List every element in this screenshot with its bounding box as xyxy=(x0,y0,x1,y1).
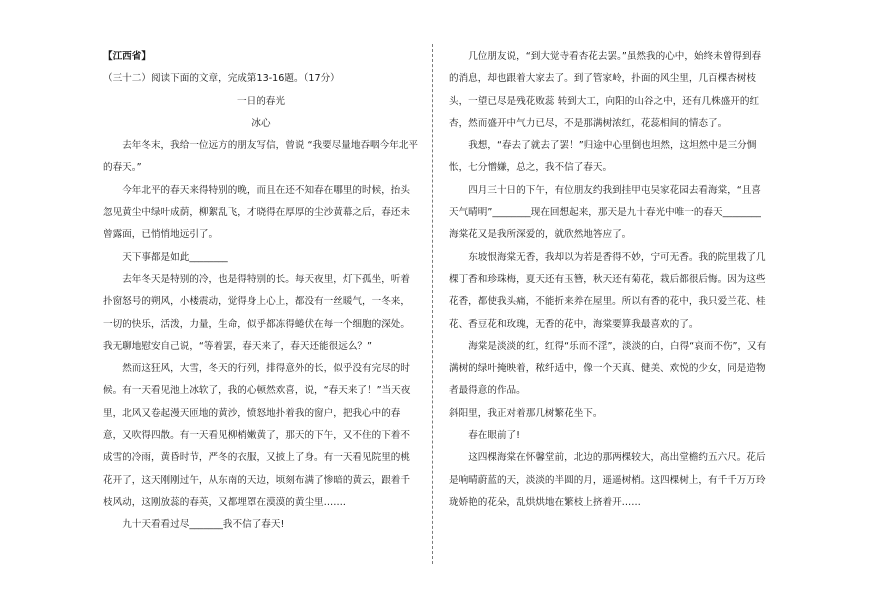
paragraph: 这四棵海棠在怀馨堂前，北边的那两棵较大，高出堂檐约五六尺。花后是响晴蔚蓝的天，淡淡的半圆的月，遥遥树梢。这四棵树上，有千千万万玲珑娇艳的花朵，乱烘烘地在繁枝上挤着开…… xyxy=(449,452,766,508)
paragraph: 九十天看看过尽_______我不信了春天! xyxy=(122,519,285,531)
paragraph: 天下事都是如此________ xyxy=(122,251,228,263)
paragraph: 我想，“春去了就去了罢！”归途中心里倒也坦然，这坦然中是三分惆怅，七分憎嫌，总之，我不信了春天。 xyxy=(449,140,757,174)
paragraph: 四月三十日的下午，有位朋友约我到挂甲屯吴家花园去看海棠，“且喜天气晴明”________现在回想起来，那天是九十春光中唯一的春天________海棠花又是我所深爱的，就欣然地答应了。 xyxy=(449,184,761,241)
article-title: 一日的春光 xyxy=(237,95,285,107)
right-column xyxy=(449,46,769,514)
left-column xyxy=(103,46,419,537)
paragraph: 然而这狂风，大雪，冬天的行列，排得意外的长，似乎没有完尽的时候。有一天看见池上冰软了，我的心顿然欢喜，说，“春天来了！”当天夜里，北风又卷起漫天匝地的黄沙，愤怒地扑着我的窗户，把我心中的春意，又吹得四散。有一天看见柳梢嫩黄了，那天的下午，又不住的下着不成雪的冷雨，黄昏时节，严冬的衣服，又披上了身。有一天看见院里的桃花开了，这天刚刚过午，从东南的天边，顷刻布满了惨暗的黄云，跟着千枝风动，这刚放蕊的春英，又都埋罩在漠漠的黄尘里……． xyxy=(103,363,411,508)
paragraph: 东坡恨海棠无香，我却以为若是香得不妙，宁可无香。我的院里栽了几棵丁香和珍珠梅，夏天还有玉簪，秋天还有菊花，栽后都很后悔。因为这些花香，都使我头痛，不能折来养在屋里。所以有香的花中，我只爱兰花、桂花、香豆花和玫瑰，无香的花中，海棠要算我最喜欢的了。 xyxy=(449,251,766,330)
article-author: 冰心 xyxy=(251,117,271,129)
paragraph: 斜阳里，我正对着那几树繁花坐下。 xyxy=(449,407,603,419)
paragraph: 今年北平的春天来得特别的晚，而且在还不知春在哪里的时候，抬头忽见黄尘中绿叶成荫，柳絮乱飞，才晓得在厚厚的尘沙黄幕之后，春还未曾露面，已悄悄地远引了。 xyxy=(103,184,410,241)
paragraph: 去年冬天是特别的冷，也是得特别的长。每天夜里，灯下孤坐，听着扑窗怒号的朔风，小楼震动，觉得身上心上，都没有一丝暖气，一冬来，一切的快乐，活泼，力量，生命，似乎都冻得蜷伏在每一个细胞的深处。我无聊地慰安自己说，“等着罢，春天来了，春天还能很远么？” xyxy=(103,273,410,352)
paragraph: 春在眼前了! xyxy=(468,430,521,442)
column-divider xyxy=(432,44,433,564)
paragraph: 去年冬末，我给一位远方的朋友写信，曾说 “我要尽量地吞咽今年北平的春天。” xyxy=(103,140,419,174)
paragraph: 海棠是淡淡的红，红得“乐而不淫”，淡淡的白，白得“哀而不伤”，又有满树的绿叶掩映着，秾纤适中，像一个天真、健美、欢悦的少女，同是造物者最得意的作品。 xyxy=(449,340,767,397)
region-label: 【江西省】 xyxy=(103,51,151,62)
paragraph: 几位朋友说，“到大觉寺看杏花去罢。”虽然我的心中，始终未曾得到春的消息，却也跟着大家去了。到了管家岭，扑面的风尘里，几百棵杏树枝头，一望已尽是残花败蕊 转到大工，向阳的山谷之中，还有几株盛开的红杏，然而盛开中气力已尽，不是那满树浓红，花蕊相间的情态了。 xyxy=(449,51,762,129)
question-instruction: （三十二）阅读下面的文章，完成第13-16题。（17分） xyxy=(103,73,340,85)
